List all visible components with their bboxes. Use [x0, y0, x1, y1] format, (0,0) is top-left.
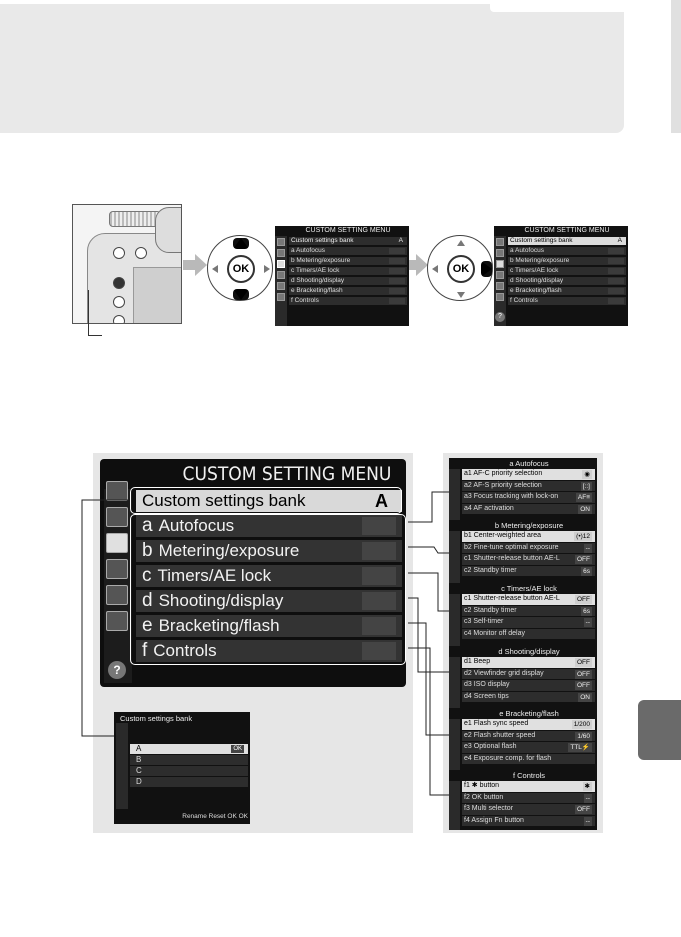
row-value: ON: [580, 505, 590, 513]
item-label: e Bracketing/flash: [510, 287, 562, 294]
row-code: e1: [464, 720, 472, 727]
item-label: a Autofocus: [291, 247, 325, 254]
row-label: Flash shutter speed: [473, 731, 536, 739]
row-code: a4: [464, 504, 472, 512]
row-label: ISO display: [473, 681, 510, 688]
item-letter: a: [142, 515, 153, 536]
row-value: ◉: [584, 471, 590, 478]
row-value: ✱: [584, 783, 590, 790]
row-label: Shutter-release button AE-L: [473, 595, 560, 602]
row-value: [::]: [582, 482, 590, 490]
option-label: A: [136, 744, 142, 753]
row-label: Monitor off delay: [473, 629, 525, 637]
item-label: Custom settings bank: [510, 237, 573, 244]
row-code: f3: [464, 805, 470, 812]
row-code: a2: [464, 481, 472, 489]
row-label: AF-C priority selection: [473, 470, 543, 477]
menu-title: CUSTOM SETTING MENU: [182, 463, 392, 485]
bank-screen-title: Custom settings bank: [120, 714, 193, 723]
row-value: --: [585, 619, 590, 626]
row-label: Standby timer: [473, 566, 517, 574]
item-letter: c: [142, 565, 152, 586]
item-label: Bracketing/flash: [158, 616, 280, 635]
row-value: OFF: [577, 659, 590, 666]
submenu-title: c Timers/AE lock: [501, 584, 557, 593]
row-code: c4: [464, 629, 472, 637]
item-label: c Timers/AE lock: [510, 267, 559, 274]
row-code: c2: [464, 606, 472, 614]
item-value: A: [398, 237, 403, 244]
row-value: 6s: [583, 567, 590, 575]
row-label: Assign Fn button: [471, 816, 524, 824]
row-label: Center-weighted area: [473, 532, 542, 539]
row-value: OFF: [577, 596, 590, 603]
row-label: Standby timer: [473, 606, 517, 614]
submenu-title: f Controls: [512, 771, 546, 780]
row-code: f1: [464, 782, 470, 789]
connector-shooting: [408, 598, 449, 672]
row-code: f4: [464, 816, 470, 824]
row-label: AF activation: [473, 504, 514, 512]
item-label: Custom settings bank: [142, 491, 306, 510]
row-code: c3: [464, 618, 472, 625]
connector-controls: [408, 648, 449, 795]
row-label: Beep: [473, 658, 491, 665]
item-label: e Bracketing/flash: [291, 287, 343, 294]
item-label: c Timers/AE lock: [291, 267, 340, 274]
ok-badge: OK: [233, 746, 242, 752]
row-code: b1: [464, 532, 472, 539]
row-label: AF-S priority selection: [473, 481, 542, 489]
item-letter: b: [142, 540, 153, 561]
row-label: Screen tips: [473, 692, 509, 700]
option-label: C: [136, 766, 142, 775]
row-code: d1: [464, 658, 472, 665]
row-code: c2: [464, 566, 472, 574]
row-value: --: [585, 544, 590, 552]
row-code: b2: [464, 543, 472, 551]
row-value: OFF: [577, 806, 590, 813]
submenu-title: d Shooting/display: [498, 647, 560, 656]
item-label: Autofocus: [158, 516, 235, 535]
item-label: f Controls: [291, 297, 319, 304]
submenu-title: e Bracketing/flash: [499, 709, 559, 718]
row-code: d2: [464, 669, 472, 677]
mini-menu-title: CUSTOM SETTING MENU: [524, 227, 610, 234]
item-label: Timers/AE lock: [157, 566, 272, 585]
item-letter: e: [142, 615, 153, 636]
item-letter: f: [142, 640, 148, 661]
row-code: e4: [464, 754, 472, 762]
row-code: a1: [464, 470, 472, 477]
bank-screen-footer: Rename Reset OK OK: [182, 813, 248, 820]
row-code: e2: [464, 731, 472, 739]
row-label: Flash sync speed: [473, 720, 529, 727]
row-code: e3: [464, 743, 472, 750]
row-value: --: [585, 817, 590, 825]
row-value: OFF: [577, 670, 590, 678]
item-label: Metering/exposure: [158, 541, 300, 560]
submenu-title: a Autofocus: [509, 459, 549, 468]
row-code: c1: [464, 595, 472, 602]
connector-timers: [408, 573, 449, 611]
connector-bank: [82, 500, 129, 736]
connector-bracketing: [408, 623, 449, 735]
item-label: Shooting/display: [158, 591, 284, 610]
row-value: (•)12: [576, 533, 590, 540]
item-value: A: [375, 491, 388, 511]
connector-autofocus: [408, 492, 449, 522]
connector-metering: [408, 547, 449, 553]
row-value: 1/60: [577, 732, 590, 740]
row-label: ✱ button: [471, 782, 500, 789]
row-value: OFF: [577, 556, 590, 563]
row-code: c1: [464, 555, 472, 562]
item-label: Controls: [153, 641, 217, 660]
row-code: d3: [464, 681, 472, 688]
row-label: Shutter-release button AE-L: [473, 555, 560, 562]
row-value: OFF: [577, 682, 590, 689]
ok-button[interactable]: OK: [227, 255, 255, 283]
row-value: AF≡: [577, 494, 590, 501]
ok-button[interactable]: OK: [447, 255, 475, 283]
row-label: Multi selector: [471, 805, 514, 812]
item-label: b Metering/exposure: [291, 257, 351, 264]
row-label: Optional flash: [473, 743, 517, 750]
row-label: Viewfinder grid display: [473, 669, 544, 677]
mini-menu-title: CUSTOM SETTING MENU: [305, 227, 391, 234]
item-value: A: [617, 237, 622, 244]
row-code: f2: [464, 793, 470, 801]
item-label: f Controls: [510, 297, 538, 304]
option-label: D: [136, 777, 142, 786]
row-code: d4: [464, 692, 472, 700]
option-label: B: [136, 755, 142, 764]
row-value: ON: [580, 693, 590, 701]
row-label: OK button: [471, 793, 504, 801]
row-code: a3: [464, 493, 472, 500]
row-label: Self-timer: [473, 618, 504, 625]
item-label: b Metering/exposure: [510, 257, 570, 264]
item-label: d Shooting/display: [510, 277, 564, 284]
item-label: a Autofocus: [510, 247, 544, 254]
row-label: Fine-tune optimal exposure: [473, 543, 559, 551]
row-label: Focus tracking with lock-on: [473, 493, 559, 500]
row-label: Exposure comp. for flash: [473, 754, 552, 762]
item-label: d Shooting/display: [291, 277, 345, 284]
row-value: TTL⚡: [570, 744, 590, 751]
row-value: 6s: [583, 607, 590, 615]
row-value: --: [585, 794, 590, 802]
row-value: 1/200: [573, 721, 590, 728]
help-icon: ?: [495, 312, 505, 322]
item-letter: d: [142, 590, 153, 611]
item-label: Custom settings bank: [291, 237, 354, 244]
help-icon[interactable]: ?: [108, 661, 126, 679]
submenu-title: b Metering/exposure: [494, 521, 564, 530]
